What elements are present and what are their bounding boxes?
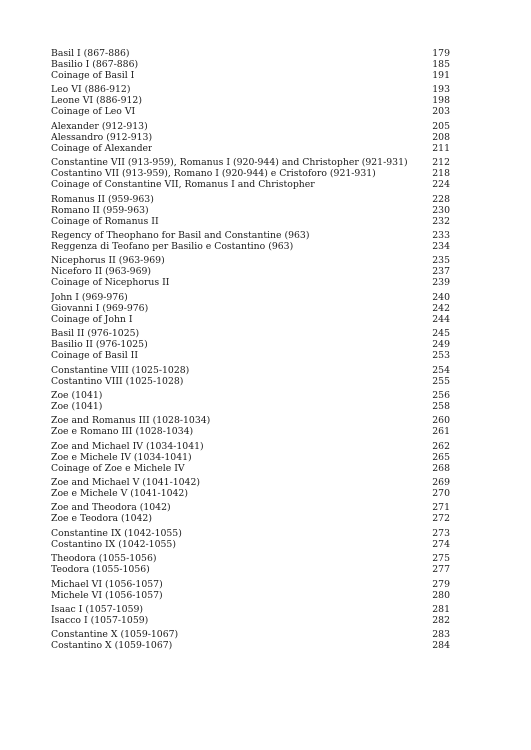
toc-entry [51, 314, 450, 325]
toc-entry-page: 272 [432, 513, 450, 525]
toc-entry-title: Leo VI (886-912) [51, 84, 131, 96]
toc-entry-page: 212 [432, 157, 450, 169]
toc-entry-title: Zoe and Romanus III (1028-1034) [51, 415, 211, 427]
toc-entry [51, 441, 450, 452]
toc-entry-page: 253 [432, 350, 450, 362]
toc-entry-page: 244 [432, 313, 450, 325]
toc-entry-page: 198 [432, 95, 450, 107]
toc-entry [51, 48, 450, 59]
toc-entry-page: 256 [432, 389, 450, 401]
toc-entry-title: Alessandro (912-913) [51, 131, 153, 143]
toc-entry [51, 205, 450, 216]
toc-entry-title: Costantino VIII (1025-1028) [51, 375, 184, 387]
toc-entry-title: Constantine X (1059-1067) [51, 629, 179, 641]
toc-entry [51, 539, 450, 550]
toc-entry-page: 273 [432, 527, 450, 539]
toc-entry [51, 121, 450, 132]
toc-entry [51, 328, 450, 339]
toc-entry [51, 95, 450, 106]
toc-entry-page: 271 [432, 502, 450, 514]
toc-group [51, 528, 450, 550]
toc-entry [51, 241, 450, 252]
toc-entry-title: Constantine VII (913-959), Romanus I (920-944) and Christopher (921-931) [51, 157, 408, 169]
toc-group [51, 415, 450, 437]
toc-group [51, 629, 450, 651]
toc-entry-title: Alexander (912-913) [51, 120, 148, 132]
toc-entry-title: Zoe and Theodora (1042) [51, 502, 171, 514]
toc-entry-title: Michael VI (1056-1057) [51, 578, 163, 590]
toc-entry-title: Zoe and Michael IV (1034-1041) [51, 440, 204, 452]
toc-group [51, 328, 450, 361]
toc-entry-page: 191 [432, 70, 450, 81]
toc-entry-title: Teodora (1055-1056) [51, 564, 150, 576]
toc-group [51, 121, 450, 154]
toc-entry-page: 255 [432, 375, 450, 387]
toc-entry-title: Romano II (959-963) [51, 204, 149, 216]
toc-entry [51, 106, 450, 117]
toc-entry-page: 242 [432, 302, 450, 314]
toc-entry [51, 216, 450, 227]
toc-entry-page: 245 [432, 328, 450, 340]
toc-entry-title: Regency of Theophano for Basil and Constantine (963) [51, 229, 310, 241]
toc-entry-page: 205 [432, 120, 450, 132]
toc-entry-title: Coinage of Alexander [51, 142, 153, 154]
toc-entry-page: 282 [432, 615, 450, 627]
toc-entry-title: Leone VI (886-912) [51, 95, 142, 107]
toc-entry-title: Zoe e Romano III (1028-1034) [51, 426, 194, 438]
toc-entry-title: Coinage of Romanus II [51, 215, 159, 227]
toc-entry [51, 365, 450, 376]
toc-entry [51, 292, 450, 303]
toc-entry-title: Zoe e Teodora (1042) [51, 513, 152, 525]
toc-group [51, 441, 450, 474]
toc-entry-title: Costantino VII (913-959), Romano I (920-944) e Cristoforo (921-931) [51, 168, 376, 180]
toc-entry-page: 203 [432, 106, 450, 118]
toc-entry [51, 350, 450, 361]
toc-entry-title: Basilio II (976-1025) [51, 339, 148, 351]
toc-entry [51, 415, 450, 426]
toc-entry [51, 553, 450, 564]
toc-entry-title: Coinage of Constantine VII, Romanus I and Christopher [51, 179, 315, 191]
toc-entry-title: Zoe e Michele V (1041-1042) [51, 488, 188, 500]
toc-entry-page: 232 [432, 215, 450, 227]
toc-entry-title: Isacco I (1057-1059) [51, 615, 149, 627]
toc-entry-page: 275 [432, 553, 450, 565]
toc-entry-title: Isaac I (1057-1059) [51, 604, 144, 616]
toc-entry-page: 218 [432, 168, 450, 180]
toc-entry-page: 280 [432, 589, 450, 601]
toc-entry-title: Costantino X (1059-1067) [51, 640, 173, 652]
toc-entry [51, 157, 450, 168]
toc-entry-page: 233 [432, 229, 450, 241]
toc-entry-title: Coinage of Basil II [51, 350, 139, 362]
toc-group [51, 84, 450, 117]
table-of-contents [51, 48, 450, 655]
toc-entry-title: Constantine IX (1042-1055) [51, 527, 182, 539]
toc-entry-title: Niceforo II (963-969) [51, 266, 152, 278]
toc-entry [51, 303, 450, 314]
toc-entry [51, 564, 450, 575]
toc-entry [51, 629, 450, 640]
toc-entry [51, 339, 450, 350]
toc-entry-title: Nicephorus II (963-969) [51, 255, 165, 267]
toc-entry-page: 279 [432, 578, 450, 590]
toc-entry [51, 255, 450, 266]
toc-entry [51, 401, 450, 412]
toc-entry-page: 260 [432, 415, 450, 427]
toc-entry [51, 390, 450, 401]
toc-group [51, 390, 450, 412]
toc-entry-page: 265 [432, 451, 450, 463]
toc-entry [51, 266, 450, 277]
toc-entry [51, 615, 450, 626]
toc-entry-page: 277 [432, 564, 450, 576]
toc-entry-page: 283 [432, 629, 450, 641]
toc-entry-page: 261 [432, 426, 450, 438]
toc-entry [51, 84, 450, 95]
toc-entry-title: Zoe (1041) [51, 389, 103, 401]
toc-group [51, 194, 450, 227]
toc-entry [51, 179, 450, 190]
toc-entry-page: 281 [432, 604, 450, 616]
toc-entry-page: 274 [432, 538, 450, 550]
toc-entry [51, 194, 450, 205]
toc-entry-page: 237 [432, 266, 450, 278]
toc-entry-page: 284 [432, 640, 450, 652]
toc-entry-title: Basil II (976-1025) [51, 328, 140, 340]
toc-entry-title: Zoe e Michele IV (1034-1041) [51, 451, 192, 463]
toc-entry-title: Basil I (867-886) [51, 48, 130, 59]
toc-entry [51, 590, 450, 601]
toc-entry-title: Zoe (1041) [51, 400, 103, 412]
toc-entry-page: 240 [432, 291, 450, 303]
toc-entry [51, 376, 450, 387]
toc-entry-title: Coinage of Nicephorus II [51, 277, 170, 289]
toc-entry-title: Coinage of John I [51, 313, 133, 325]
toc-group [51, 365, 450, 387]
toc-entry-page: 262 [432, 440, 450, 452]
toc-entry [51, 70, 450, 81]
toc-entry-page: 258 [432, 400, 450, 412]
toc-entry-page: 211 [432, 142, 450, 154]
toc-entry [51, 640, 450, 651]
toc-entry [51, 528, 450, 539]
toc-entry [51, 488, 450, 499]
toc-entry [51, 463, 450, 474]
toc-group [51, 48, 450, 81]
toc-entry-title: Michele VI (1056-1057) [51, 589, 163, 601]
toc-entry-title: Theodora (1055-1056) [51, 553, 157, 565]
toc-entry-title: Coinage of Leo VI [51, 106, 136, 118]
toc-entry-page: 268 [432, 462, 450, 474]
toc-group [51, 157, 450, 190]
toc-entry-title: Giovanni I (969-976) [51, 302, 149, 314]
toc-group [51, 502, 450, 524]
toc-group [51, 553, 450, 575]
toc-group [51, 604, 450, 626]
toc-entry-page: 228 [432, 193, 450, 205]
toc-entry [51, 452, 450, 463]
toc-entry-page: 208 [432, 131, 450, 143]
toc-entry-page: 254 [432, 364, 450, 376]
toc-entry-page: 239 [432, 277, 450, 289]
toc-entry [51, 59, 450, 70]
toc-entry-page: 224 [432, 179, 450, 191]
toc-group [51, 255, 450, 288]
toc-group [51, 230, 450, 252]
toc-entry [51, 604, 450, 615]
toc-entry-page: 230 [432, 204, 450, 216]
toc-entry-page: 269 [432, 477, 450, 489]
toc-entry-title: Coinage of Basil I [51, 70, 135, 81]
toc-entry [51, 277, 450, 288]
toc-entry [51, 143, 450, 154]
toc-entry-page: 249 [432, 339, 450, 351]
toc-entry [51, 132, 450, 143]
toc-entry-page: 193 [432, 84, 450, 96]
toc-entry [51, 579, 450, 590]
toc-entry-page: 185 [432, 59, 450, 70]
toc-entry-title: Romanus II (959-963) [51, 193, 154, 205]
toc-entry-page: 179 [432, 48, 450, 59]
toc-group [51, 292, 450, 325]
toc-entry-title: Basilio I (867-886) [51, 59, 139, 70]
toc-entry [51, 168, 450, 179]
toc-entry-page: 235 [432, 255, 450, 267]
toc-entry-page: 234 [432, 240, 450, 252]
toc-entry-title: Zoe and Michael V (1041-1042) [51, 477, 200, 489]
toc-entry [51, 230, 450, 241]
toc-entry-title: Coinage of Zoe e Michele IV [51, 462, 185, 474]
toc-entry-page: 270 [432, 488, 450, 500]
toc-entry-title: Costantino IX (1042-1055) [51, 538, 176, 550]
toc-entry-title: Reggenza di Teofano per Basilio e Costantino (963) [51, 240, 294, 252]
toc-entry [51, 502, 450, 513]
toc-entry [51, 513, 450, 524]
toc-entry [51, 426, 450, 437]
toc-entry-title: John I (969-976) [51, 291, 128, 303]
toc-entry-title: Constantine VIII (1025-1028) [51, 364, 190, 376]
toc-entry [51, 477, 450, 488]
toc-group [51, 579, 450, 601]
toc-group [51, 477, 450, 499]
